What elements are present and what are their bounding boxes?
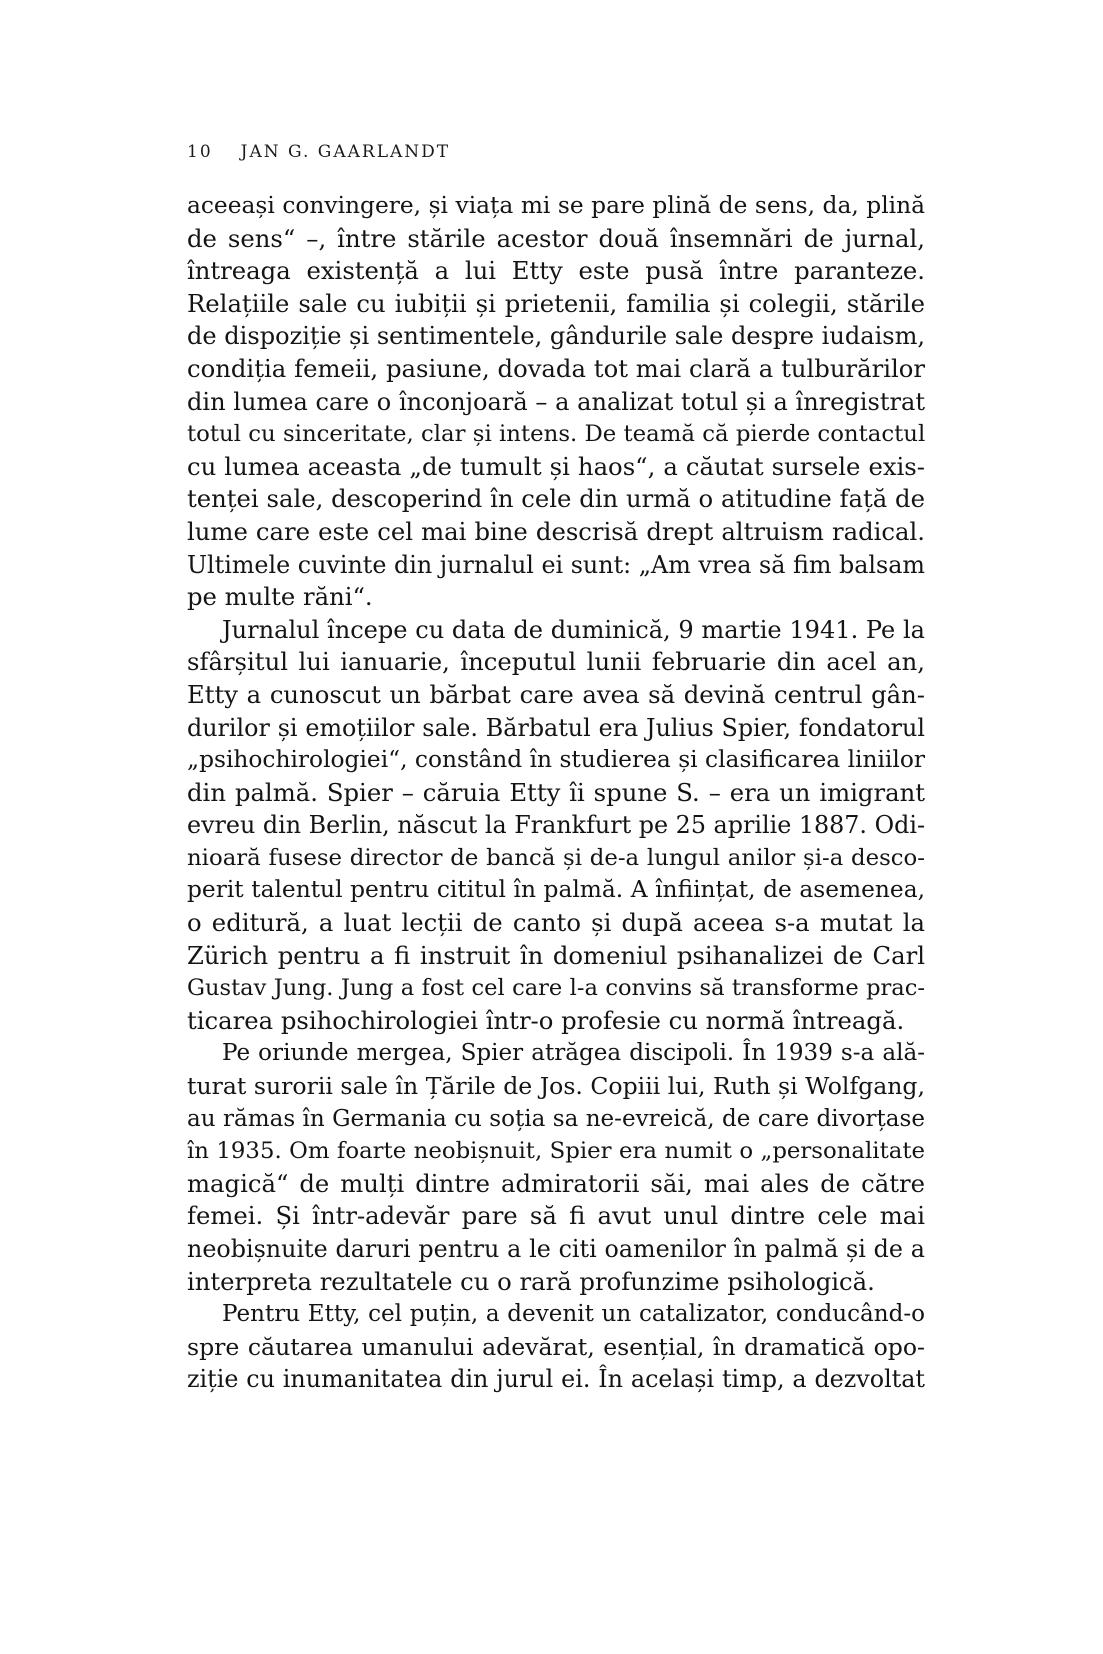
text-line: tenței sale, descoperind în cele din urmă o atitudine față de: [187, 484, 925, 514]
text-line: condiția femeii, pasiune, dovada tot mai clară a tulburărilor: [187, 353, 925, 383]
text-line: lume care este cel mai bine descrisă drept altruism radical.: [187, 516, 925, 546]
text-line: cu lumea aceasta „de tumult și haos“, a căutat sursele exis-: [187, 451, 925, 481]
running-head: [187, 142, 450, 162]
text-line: durilor și emoțiilor sale. Bărbatul era Julius Spier, fondatorul: [187, 713, 925, 742]
text-line: de dispoziție și sentimentele, gândurile sale despre iudaism,: [187, 322, 926, 351]
text-line: „psihochirologiei“, constând în studierea și clasificarea liniilor: [187, 746, 925, 774]
running-head-author: JAN G. GAARLANDT: [240, 142, 451, 162]
text-line: ticarea psihochirologiei într-o profesie cu normă întreagă.: [187, 1005, 905, 1035]
text-line: în 1935. Om foarte neobișnuit, Spier era numit o „personalitate: [187, 1138, 925, 1165]
text-line: Relațiile sale cu iubiții și prietenii, familia și colegii, stările: [187, 288, 925, 318]
text-line: pe multe răni“.: [187, 582, 373, 612]
paragraph-first-line: Pe oriunde mergea, Spier atrăgea discipoli. În 1939 s-a ală-: [222, 1040, 925, 1067]
text-line: de sens“ –, între stările acestor două însemnări de jurnal,: [187, 223, 925, 253]
text-line: o editură, a luat lecții de canto și după aceea s-a mutat la: [187, 908, 925, 938]
body-text: [187, 190, 925, 1396]
text-line: Etty a cunoscut un bărbat care avea să devină centrul gân-: [187, 679, 925, 709]
paragraph-first-line: Pentru Etty, cel puțin, a devenit un catalizator, conducând-o: [222, 1301, 925, 1328]
page-number: 10: [187, 142, 213, 162]
text-line: au rămas în Germania cu soția sa ne-evreică, de care divorțase: [187, 1105, 925, 1132]
text-line: aceeași convingere, și viața mi se pare plină de sens, da, plină: [187, 192, 925, 219]
text-line: din lumea care o înconjoară – a analizat totul și a înregistrat: [187, 387, 925, 416]
text-line: perit talentul pentru cititul în palmă. A înființat, de asemenea,: [187, 876, 925, 904]
text-line: totul cu sinceritate, clar și intens. De teamă că pierde contactul: [187, 421, 926, 448]
text-line: din palmă. Spier – căruia Etty îi spune S. – era un imigrant: [187, 777, 925, 807]
paragraph-first-line: Jurnalul începe cu data de duminică, 9 martie 1941. Pe la: [222, 615, 925, 644]
text-line: Gustav Jung. Jung a fost cel care l-a convins să transforme prac-: [187, 975, 925, 1002]
text-line: ziție cu inumanitatea din jurul ei. În același timp, a dezvoltat: [187, 1365, 925, 1394]
text-line: Zürich pentru a fi instruit în domeniul psihanalizei de Carl: [187, 940, 925, 970]
text-line: evreu din Berlin, născut la Frankfurt pe 25 aprilie 1887. Odi-: [187, 811, 925, 840]
text-line: întreaga existență a lui Etty este pusă între paranteze.: [187, 256, 925, 286]
text-line: magică“ de mulți dintre admiratorii săi, mai ales de către: [187, 1168, 925, 1198]
text-line: Ultimele cuvinte din jurnalul ei sunt: „Am vrea să fim balsam: [187, 550, 925, 579]
text-line: sfârșitul lui ianuarie, începutul lunii februarie din acel an,: [187, 647, 925, 677]
text-line: nioară fusese director de bancă și de-a lungul anilor și-a desco-: [187, 844, 925, 871]
text-line: neobișnuite daruri pentru a le citi oamenilor în palmă și de a: [187, 1235, 925, 1263]
text-line: turat surorii sale în Țările de Jos. Copiii lui, Ruth și Wolfgang,: [187, 1072, 925, 1101]
text-line: femei. Și într-adevăr pare să fi avut unul dintre cele mai: [187, 1201, 925, 1231]
text-line: interpreta rezultatele cu o rară profunzime psihologică.: [187, 1266, 875, 1296]
text-line: spre căutarea umanului adevărat, esențial, în dramatică opo-: [187, 1332, 925, 1361]
